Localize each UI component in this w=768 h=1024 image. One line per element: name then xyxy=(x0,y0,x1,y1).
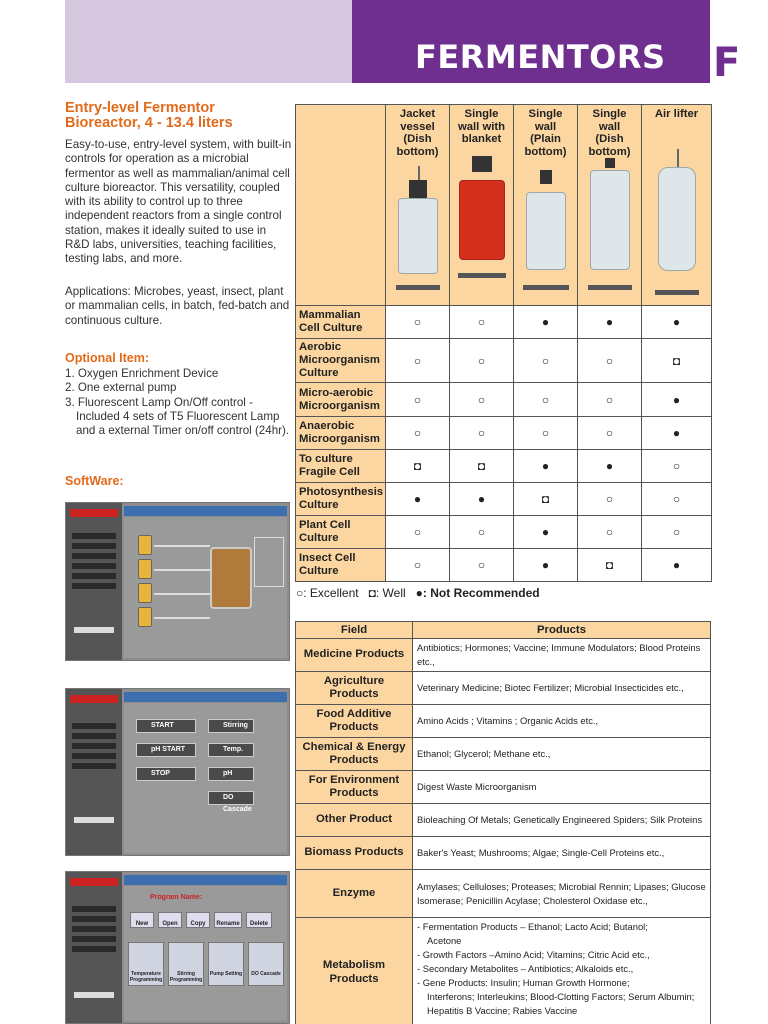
intro-paragraph: Easy-to-use, entry-level system, with built-in controls for operation as a microbial fermentor as well as mammalian/animal cell culture bioreactor. This versatility, coupled with its ability to control up to three independent reactors from a single control station, makes it ideally suited to use in R&D labs, universities, teaching facilities, testing labs, and more. xyxy=(65,138,292,266)
stop-button[interactable]: STOP xyxy=(136,767,196,781)
stirring-control[interactable]: Stirring xyxy=(208,719,254,733)
screenshot-sidebar xyxy=(66,689,122,855)
software-logo xyxy=(70,878,118,886)
rename-button[interactable]: Rename xyxy=(214,912,242,928)
readout xyxy=(72,573,116,579)
optional-item: 1. Oxygen Enrichment Device xyxy=(65,367,219,380)
rating-mark: ○ xyxy=(514,339,578,383)
do-cascade-button[interactable]: DO Cascade xyxy=(248,942,284,986)
list-item: - Growth Factors –Amino Acid; Vitamins; Citric Acid etc., xyxy=(417,949,650,960)
legend-not-recommended: ●: Not Recommended xyxy=(415,586,540,600)
page-title: FERMENTORS xyxy=(415,38,666,76)
readout xyxy=(72,553,116,559)
products-row: Enzyme Amylases; Celluloses; Proteases; Microbial Rennin; Lipases; Glucose Isomerase; Penicillin Acylase; Cholesterol Oxidase etc., xyxy=(296,870,711,918)
pipe xyxy=(154,569,210,571)
rating-mark: ○ xyxy=(450,339,514,383)
compat-row: Mammalian Cell Culture ○ ○ ● ● ● xyxy=(296,306,712,339)
rating-mark: ○ xyxy=(578,383,642,417)
logout-bar xyxy=(74,627,114,633)
header-band-light xyxy=(65,0,352,83)
vessel-header-blanket: Single wall with blanket xyxy=(450,105,514,306)
fermentor-vessel-icon xyxy=(210,547,252,609)
ph-control[interactable]: pH xyxy=(208,767,254,781)
software-title: SoftWare: xyxy=(65,474,124,488)
reagent-bottle-icon xyxy=(138,607,152,627)
compat-row: Plant Cell Culture ○ ○ ● ○ ○ xyxy=(296,516,712,549)
legend-excellent: ○: Excellent xyxy=(296,586,359,600)
reagent-bottle-icon xyxy=(138,559,152,579)
rating-mark: ○ xyxy=(450,549,514,582)
readout xyxy=(72,946,116,952)
compat-row: Anaerobic Microorganism ○ ○ ○ ○ ● xyxy=(296,417,712,450)
vessel-header-airlifter: Air lifter xyxy=(642,105,712,306)
plain-vessel-image xyxy=(514,158,577,298)
rating-mark: ◘ xyxy=(642,339,712,383)
pipe xyxy=(254,537,284,587)
rating-mark: ● xyxy=(642,306,712,339)
legend-well: ◘: Well xyxy=(368,586,406,600)
stirring-programming-button[interactable]: Stirring Programming xyxy=(168,942,204,986)
rating-mark: ○ xyxy=(514,417,578,450)
readout xyxy=(72,926,116,932)
rating-mark: ○ xyxy=(450,417,514,450)
products-row: Agriculture Products Veterinary Medicine; Biotec Fertilizer; Microbial Insecticides etc., xyxy=(296,672,711,705)
rating-mark: ◘ xyxy=(450,450,514,483)
rating-mark: ○ xyxy=(386,549,450,582)
rating-mark: ● xyxy=(642,417,712,450)
rating-mark: ○ xyxy=(450,306,514,339)
compat-row: Photosynthesis Culture ● ● ◘ ○ ○ xyxy=(296,483,712,516)
start-button[interactable]: START xyxy=(136,719,196,733)
vessel-header-plain: Single wall (Plain bottom) xyxy=(514,105,578,306)
culture-compatibility-table xyxy=(295,104,712,582)
new-button[interactable]: New xyxy=(130,912,154,928)
program-name-label: Program Name: xyxy=(150,894,203,901)
screenshot-main xyxy=(124,703,287,853)
readout xyxy=(72,763,116,769)
rating-mark: ○ xyxy=(450,383,514,417)
blanket-vessel-image xyxy=(450,146,513,286)
optional-items-list xyxy=(65,367,293,438)
products-row: Medicine Products Antibiotics; Hormones; Vaccine; Immune Modulators; Blood Proteins etc., xyxy=(296,639,711,672)
rating-mark: ○ xyxy=(450,516,514,549)
rating-mark: ○ xyxy=(386,339,450,383)
pipe xyxy=(154,617,210,619)
rating-mark: ○ xyxy=(578,339,642,383)
screenshot-tabs xyxy=(124,692,287,702)
products-header: Products xyxy=(413,622,711,639)
screenshot-sidebar xyxy=(66,872,122,1023)
pipe xyxy=(154,545,210,547)
rating-mark: ● xyxy=(578,450,642,483)
rating-mark: ○ xyxy=(642,516,712,549)
vessel-header-jacket: Jacket vessel (Dish bottom) xyxy=(386,105,450,306)
program-toolbar xyxy=(130,912,272,928)
ph-start-button[interactable]: pH START xyxy=(136,743,196,757)
readout xyxy=(72,583,116,589)
readout xyxy=(72,533,116,539)
optional-items-title: Optional Item: xyxy=(65,351,150,365)
rating-mark: ● xyxy=(514,450,578,483)
readout xyxy=(72,543,116,549)
rating-mark: ◘ xyxy=(578,549,642,582)
temp-control[interactable]: Temp. xyxy=(208,743,254,757)
logout-bar xyxy=(74,992,114,998)
products-row: Food Additive Products Amino Acids ; Vitamins ; Organic Acids etc., xyxy=(296,705,711,738)
products-row: Other Product Bioleaching Of Metals; Genetically Engineered Spiders; Silk Proteins xyxy=(296,804,711,837)
rating-mark: ● xyxy=(642,549,712,582)
rating-mark: ● xyxy=(386,483,450,516)
screenshot-main xyxy=(124,517,287,658)
compat-row: Micro-aerobic Microorganism ○ ○ ○ ○ ● xyxy=(296,383,712,417)
screenshot-tabs xyxy=(124,506,287,516)
software-screenshot-monitor xyxy=(65,502,290,661)
readout xyxy=(72,733,116,739)
rating-mark: ● xyxy=(514,516,578,549)
field-header: Field xyxy=(296,622,413,639)
metabolism-list xyxy=(417,920,706,1018)
products-table xyxy=(295,621,711,1024)
subtitle-line-2: Bioreactor, 4 - 13.4 liters xyxy=(65,115,233,131)
rating-mark: ○ xyxy=(386,306,450,339)
readout xyxy=(72,916,116,922)
rating-mark: ○ xyxy=(578,483,642,516)
readout xyxy=(72,723,116,729)
screenshot-tabs xyxy=(124,875,287,885)
temperature-programming-button[interactable]: Temperature Programming xyxy=(128,942,164,986)
rating-mark: ● xyxy=(514,549,578,582)
copy-button[interactable]: Copy xyxy=(186,912,210,928)
rating-mark: ○ xyxy=(514,383,578,417)
compat-row: Insect Cell Culture ○ ○ ● ◘ ● xyxy=(296,549,712,582)
subtitle-line-1: Entry-level Fermentor xyxy=(65,100,215,116)
readout xyxy=(72,936,116,942)
product-subtitle xyxy=(65,101,293,131)
products-row: Chemical & Energy Products Ethanol; Glycerol; Methane etc., xyxy=(296,738,711,771)
compat-row: To culture Fragile Cell ◘ ◘ ● ● ○ xyxy=(296,450,712,483)
rating-mark: ○ xyxy=(386,383,450,417)
table-corner xyxy=(296,105,386,306)
applications-paragraph: Applications: Microbes, yeast, insect, plant or mammalian cells, in batch, fed-batch and continuous culture. xyxy=(65,285,290,327)
reagent-bottle-icon xyxy=(138,583,152,603)
software-logo xyxy=(70,695,118,703)
software-screenshot-settings xyxy=(65,871,290,1024)
vessel-header-dish: Single wall (Dish bottom) xyxy=(578,105,642,306)
rating-mark: ◘ xyxy=(514,483,578,516)
rating-mark: ● xyxy=(642,383,712,417)
rating-legend xyxy=(296,586,540,600)
logout-bar xyxy=(74,817,114,823)
rating-mark: ○ xyxy=(386,417,450,450)
compat-row: Aerobic Microorganism Culture ○ ○ ○ ○ ◘ xyxy=(296,339,712,383)
pipe xyxy=(154,593,210,595)
list-item: - Fermentation Products – Ethanol; Lacto Acid; Butanol; Acetone xyxy=(417,921,648,946)
optional-item: 3. Fluorescent Lamp On/Off control - Included 4 sets of T5 Fluorescent Lamp and a external Timer on/off control (24hr). xyxy=(65,395,290,438)
pump-setting-button[interactable]: Pump Setting xyxy=(208,942,244,986)
dish-vessel-image xyxy=(578,158,641,298)
readout xyxy=(72,563,116,569)
software-logo xyxy=(70,509,118,517)
airlifter-vessel-image xyxy=(642,149,711,289)
rating-mark: ○ xyxy=(642,483,712,516)
optional-item: 2. One external pump xyxy=(65,381,177,395)
rating-mark: ○ xyxy=(578,417,642,450)
open-button[interactable]: Open xyxy=(158,912,182,928)
screenshot-sidebar xyxy=(66,503,122,660)
rating-mark: ○ xyxy=(578,516,642,549)
reagent-bottle-icon xyxy=(138,535,152,555)
vessel-header-row xyxy=(296,105,712,306)
delete-button[interactable]: Delete xyxy=(246,912,272,928)
list-item: - Gene Products: Insulin; Human Growth Hormone; Interferons; Interleukins; Blood-Clotting Factors; Serum Albumin; Hepatitis B Vaccine; Rabies Vaccine xyxy=(417,977,695,1016)
screenshot-main xyxy=(124,886,287,1021)
readout xyxy=(72,753,116,759)
rating-mark: ● xyxy=(450,483,514,516)
readout xyxy=(72,743,116,749)
products-row-metabolism: Metabolism Products - Fermentation Products – Ethanol; Lacto Acid; Butanol; Acetone - Growth Factors –Amino Acid; Vitamins; Citric Acid etc., - Secondary Metabolites – Antibiotics; Alkaloids etc., - Gene Products: Insulin; Human Growth Hormone; Interferons; Interleukins; Blood-Clotting Factors; Serum Albumin; Hepatitis B Vaccine; Rabies Vaccine xyxy=(296,918,711,1024)
rating-mark: ○ xyxy=(386,516,450,549)
rating-mark: ● xyxy=(514,306,578,339)
do-cascade-control[interactable]: DO Cascade xyxy=(208,791,254,805)
rating-mark: ● xyxy=(578,306,642,339)
list-item: - Secondary Metabolites – Antibiotics; Alkaloids etc., xyxy=(417,963,634,974)
section-tab-letter: F xyxy=(713,40,741,86)
rating-mark: ◘ xyxy=(386,450,450,483)
software-screenshot-control xyxy=(65,688,290,856)
products-row: Biomass Products Baker's Yeast; Mushrooms; Algae; Single-Cell Proteins etc., xyxy=(296,837,711,870)
programming-tools xyxy=(128,942,284,986)
readout xyxy=(72,906,116,912)
jacket-vessel-image xyxy=(386,158,449,298)
products-header-row xyxy=(296,622,711,639)
products-row: For Environment Products Digest Waste Microorganism xyxy=(296,771,711,804)
rating-mark: ○ xyxy=(642,450,712,483)
